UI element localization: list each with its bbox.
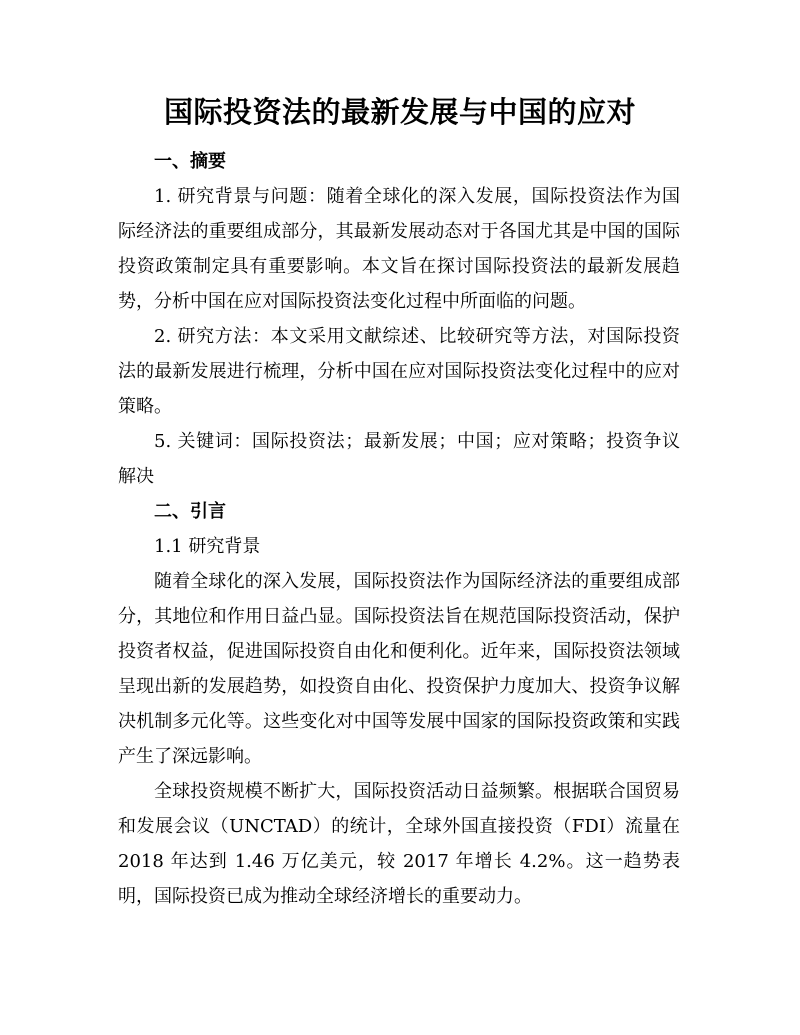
introduction-paragraph-1: 随着全球化的深入发展，国际投资法作为国际经济法的重要组成部分，其地位和作用日益凸显。国际投资法旨在规范国际投资活动，保护投资者权益，促进国际投资自由化和便利化。近年来，国际投资法领域呈现出新的发展趋势，如投资自由化、投资保护力度加大、投资争议解决机制多元化等。这些变化对中国等发展中国家的国际投资政策和实践产生了深远影响。 [118,571,680,767]
section-heading-introduction: 二、引言 [154,501,226,522]
abstract-paragraph-keywords: 5. 关键词：国际投资法；最新发展；中国；应对策略；投资争议解决 [118,431,680,487]
introduction-paragraph-2: 全球投资规模不断扩大，国际投资活动日益频繁。根据联合国贸易和发展会议（UNCTAD）的统计，全球外国直接投资（FDI）流量在 2018 年达到 1.46 万亿美元，较 2017 年增长 4.2%。这一趋势表明，国际投资已成为推动全球经济增长的重要动力。 [118,781,680,907]
document-title: 国际投资法的最新发展与中国的应对 [163,95,636,129]
subsection-heading-background: 1.1 研究背景 [154,536,261,557]
abstract-paragraph-background: 1. 研究背景与问题：随着全球化的深入发展，国际投资法作为国际经济法的重要组成部分，其最新发展动态对于各国尤其是中国的国际投资政策制定具有重要影响。本文旨在探讨国际投资法的最新发展趋势，分析中国在应对国际投资法变化过程中所面临的问题。 [118,186,680,312]
abstract-paragraph-method: 2. 研究方法：本文采用文献综述、比较研究等方法，对国际投资法的最新发展进行梳理，分析中国在应对国际投资法变化过程中的应对策略。 [118,326,680,417]
section-heading-abstract: 一、摘要 [154,151,226,172]
document-body [118,144,680,914]
